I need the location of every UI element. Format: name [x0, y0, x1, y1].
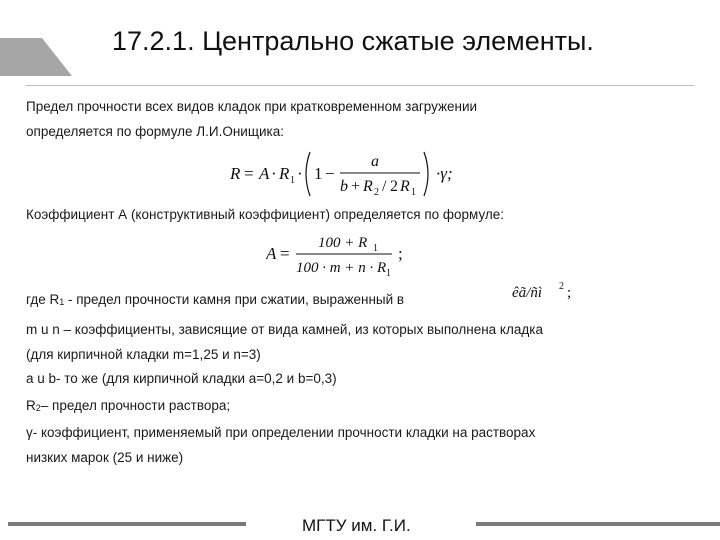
formula-symbol: /: [382, 178, 387, 195]
formula-subscript: 1: [373, 243, 378, 254]
paragraph-gamma: [26, 420, 535, 470]
paragraph-line: определяется по формуле Л.И.Онищика:: [26, 124, 284, 139]
formula-symbol: 1: [314, 164, 323, 183]
text-fragment: R: [26, 398, 36, 413]
footer-text: МГТУ им. Г.И.: [302, 516, 411, 535]
paragraph-coefficient: Коэффициент А (конструктивный коэффициент) определяется по формуле:: [26, 207, 505, 222]
formula-symbol: R: [400, 178, 410, 195]
formula-symbol: ·: [271, 164, 277, 183]
formula-symbol: A: [259, 164, 270, 183]
formula-symbol: a: [371, 153, 379, 170]
paragraph-line: Предел прочности всех видов кладок при кратковременном загружении: [26, 99, 478, 114]
formula-symbol: b: [340, 178, 348, 195]
footer-bar-right: [476, 522, 720, 526]
unit-tail: ;: [567, 285, 572, 301]
left-paren: [306, 152, 310, 196]
paragraph-a-b: a u b- то же (для кирпичной кладки a=0,2 и b=0,3): [26, 371, 337, 386]
formula-symbol: =: [244, 164, 254, 183]
formula-symbol: −: [325, 164, 335, 183]
title-divider: [26, 85, 694, 86]
page-title: 17.2.1. Центрально сжатые элементы.: [112, 26, 594, 56]
paragraph-m-n: [26, 317, 543, 367]
paragraph-r1: [26, 287, 404, 315]
paragraph-line: γ- коэффициент, применяемый при определении прочности кладки на растворах: [26, 425, 536, 440]
paragraph-line: низких марок (25 и ниже): [26, 450, 184, 465]
formula-symbol: ;: [398, 244, 403, 263]
formula-subscript: 2: [374, 187, 379, 198]
paragraph-line: (для кирпичной кладки m=1,25 и n=3): [26, 347, 261, 362]
formula-symbol: ·: [297, 164, 303, 183]
formula-symbol: ·γ;: [436, 164, 453, 183]
formula-symbol: A: [266, 244, 277, 263]
right-paren: [424, 152, 428, 196]
formula-symbol: R: [363, 178, 373, 195]
paragraph-strength: [26, 94, 477, 144]
paragraph-line: m u n – коэффициенты, зависящие от вида камней, из которых выполнена кладка: [26, 322, 543, 337]
formula-onishchik: [230, 144, 470, 200]
text-fragment: – предел прочности раствора;: [40, 398, 231, 413]
paragraph-r2: [26, 393, 230, 421]
text-fragment: - предел прочности камня при сжатии, выраженный в: [64, 292, 405, 307]
footer-bar-left: [8, 522, 246, 526]
text-fragment: где R: [26, 292, 60, 307]
formula-symbol: +: [351, 178, 361, 195]
formula-symbol: R: [230, 164, 241, 183]
formula-subscript: 1: [411, 187, 416, 198]
formula-symbol: =: [280, 244, 290, 263]
subscript: 1: [59, 297, 65, 307]
formula-denominator: 100 · m + n · R: [296, 260, 387, 276]
formula-subscript: 1: [386, 268, 391, 278]
unit-formula: [510, 281, 580, 305]
unit-exponent: 2: [559, 281, 564, 292]
formula-symbol: R: [279, 164, 290, 183]
slide-corner-shape: [0, 38, 72, 76]
formula-symbol: 2: [390, 178, 398, 195]
subscript: 2: [35, 403, 41, 413]
formula-subscript: 1: [290, 175, 295, 186]
formula-coefficient-a: [266, 230, 426, 278]
formula-numerator: 100 + R: [318, 235, 368, 251]
unit-text: êã/ñì: [512, 285, 542, 301]
